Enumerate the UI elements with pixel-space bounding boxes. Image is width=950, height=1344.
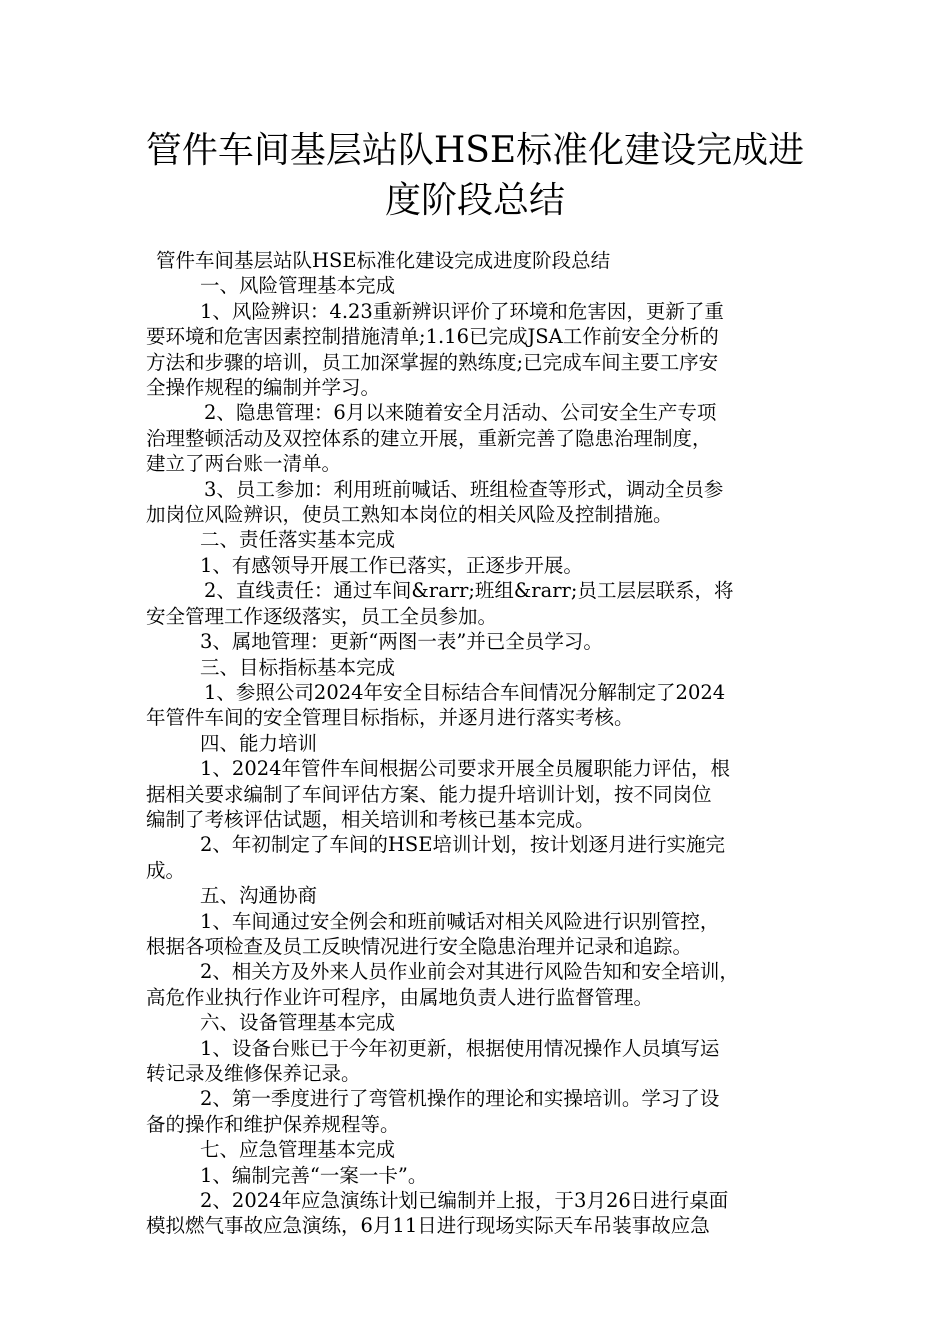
body-line: 根据各项检查及员工反映情况进行安全隐患治理并记录和追踪。 [146,934,693,958]
document-title-line-2: 度阶段总结 [384,180,565,221]
document-body [146,248,816,1239]
body-line: 2、隐患管理：6月以来随着安全月活动、公司安全生产专项 [204,401,717,425]
body-line: 安全管理工作逐级落实，员工全员参加。 [146,604,498,628]
document-title [120,126,830,226]
body-line: 成。 [146,858,186,882]
body-line: 3、员工参加：利用班前喊话、班组检查等形式，调动全员参 [204,477,724,501]
body-line: 转记录及维修保养记录。 [146,1062,361,1085]
body-line: 方法和步骤的培训，员工加深掌握的熟练度;已完成车间主要工序安 [146,350,719,374]
body-line: 加岗位风险辨识，使员工熟知本岗位的相关风险及控制措施。 [146,503,673,527]
body-line: 据相关要求编制了车间评估方案、能力提升培训计划，按不同岗位 [146,782,712,806]
body-line: 治理整顿活动及双控体系的建立开展，重新完善了隐患治理制度， [146,426,712,450]
body-line: 六、设备管理基本完成 [200,1011,396,1035]
body-line: 五、沟通协商 [200,884,318,908]
body-line: 二、责任落实基本完成 [200,528,396,552]
body-line: 要环境和危害因素控制措施清单;1.16已完成JSA工作前安全分析的 [146,325,719,349]
body-line: 管件车间基层站队HSE标准化建设完成进度阶段总结 [156,249,611,272]
body-line: 高危作业执行作业许可程序，由属地负责人进行监督管理。 [146,985,654,1009]
body-line: 1、参照公司2024年安全目标结合车间情况分解制定了2024 [204,680,726,704]
body-line: 3、属地管理：更新“两图一表”并已全员学习。 [200,630,603,654]
body-line: 三、目标指标基本完成 [200,655,396,679]
body-line: 2、第一季度进行了弯管机操作的理论和实操培训。学习了设 [200,1087,720,1111]
body-line: 模拟燃气事故应急演练，6月11日进行现场实际天车吊装事故应急 [146,1214,710,1238]
body-line: 2、年初制定了车间的HSE培训计划，按计划逐月进行实施完 [200,833,726,857]
body-line: 1、2024年管件车间根据公司要求开展全员履职能力评估，根 [200,757,731,781]
body-line: 2、2024年应急演练计划已编制并上报，于3月26日进行桌面 [200,1189,729,1213]
body-line: 编制了考核评估试题，相关培训和考核已基本完成。 [146,807,595,831]
body-line: 建立了两台账一清单。 [146,452,342,476]
document-title-line-1: 管件车间基层站队HSE标准化建设完成进 [145,130,805,171]
body-line: 1、设备台账已于今年初更新，根据使用情况操作人员填写运 [200,1036,720,1060]
body-line: 年管件车间的安全管理目标指标，并逐月进行落实考核。 [146,706,634,730]
body-line: 2、直线责任：通过车间&rarr;班组&rarr;员工层层联系，将 [204,579,734,603]
body-line: 备的操作和维护保养规程等。 [146,1112,400,1136]
body-line: 四、能力培训 [200,731,318,755]
body-line: 1、有感领导开展工作已落实，正逐步开展。 [200,553,583,577]
body-line: 全操作规程的编制并学习。 [146,376,381,400]
body-line: 1、车间通过安全例会和班前喊话对相关风险进行识别管控， [200,909,720,933]
body-line: 1、风险辨识：4.23重新辨识评价了环境和危害因，更新了重 [200,299,724,323]
body-line: 2、相关方及外来人员作业前会对其进行风险告知和安全培训， [200,960,739,984]
body-line: 一、风险管理基本完成 [200,274,396,298]
body-line: 七、应急管理基本完成 [200,1138,396,1162]
body-line: 1、编制完善“一案一卡”。 [200,1163,428,1187]
